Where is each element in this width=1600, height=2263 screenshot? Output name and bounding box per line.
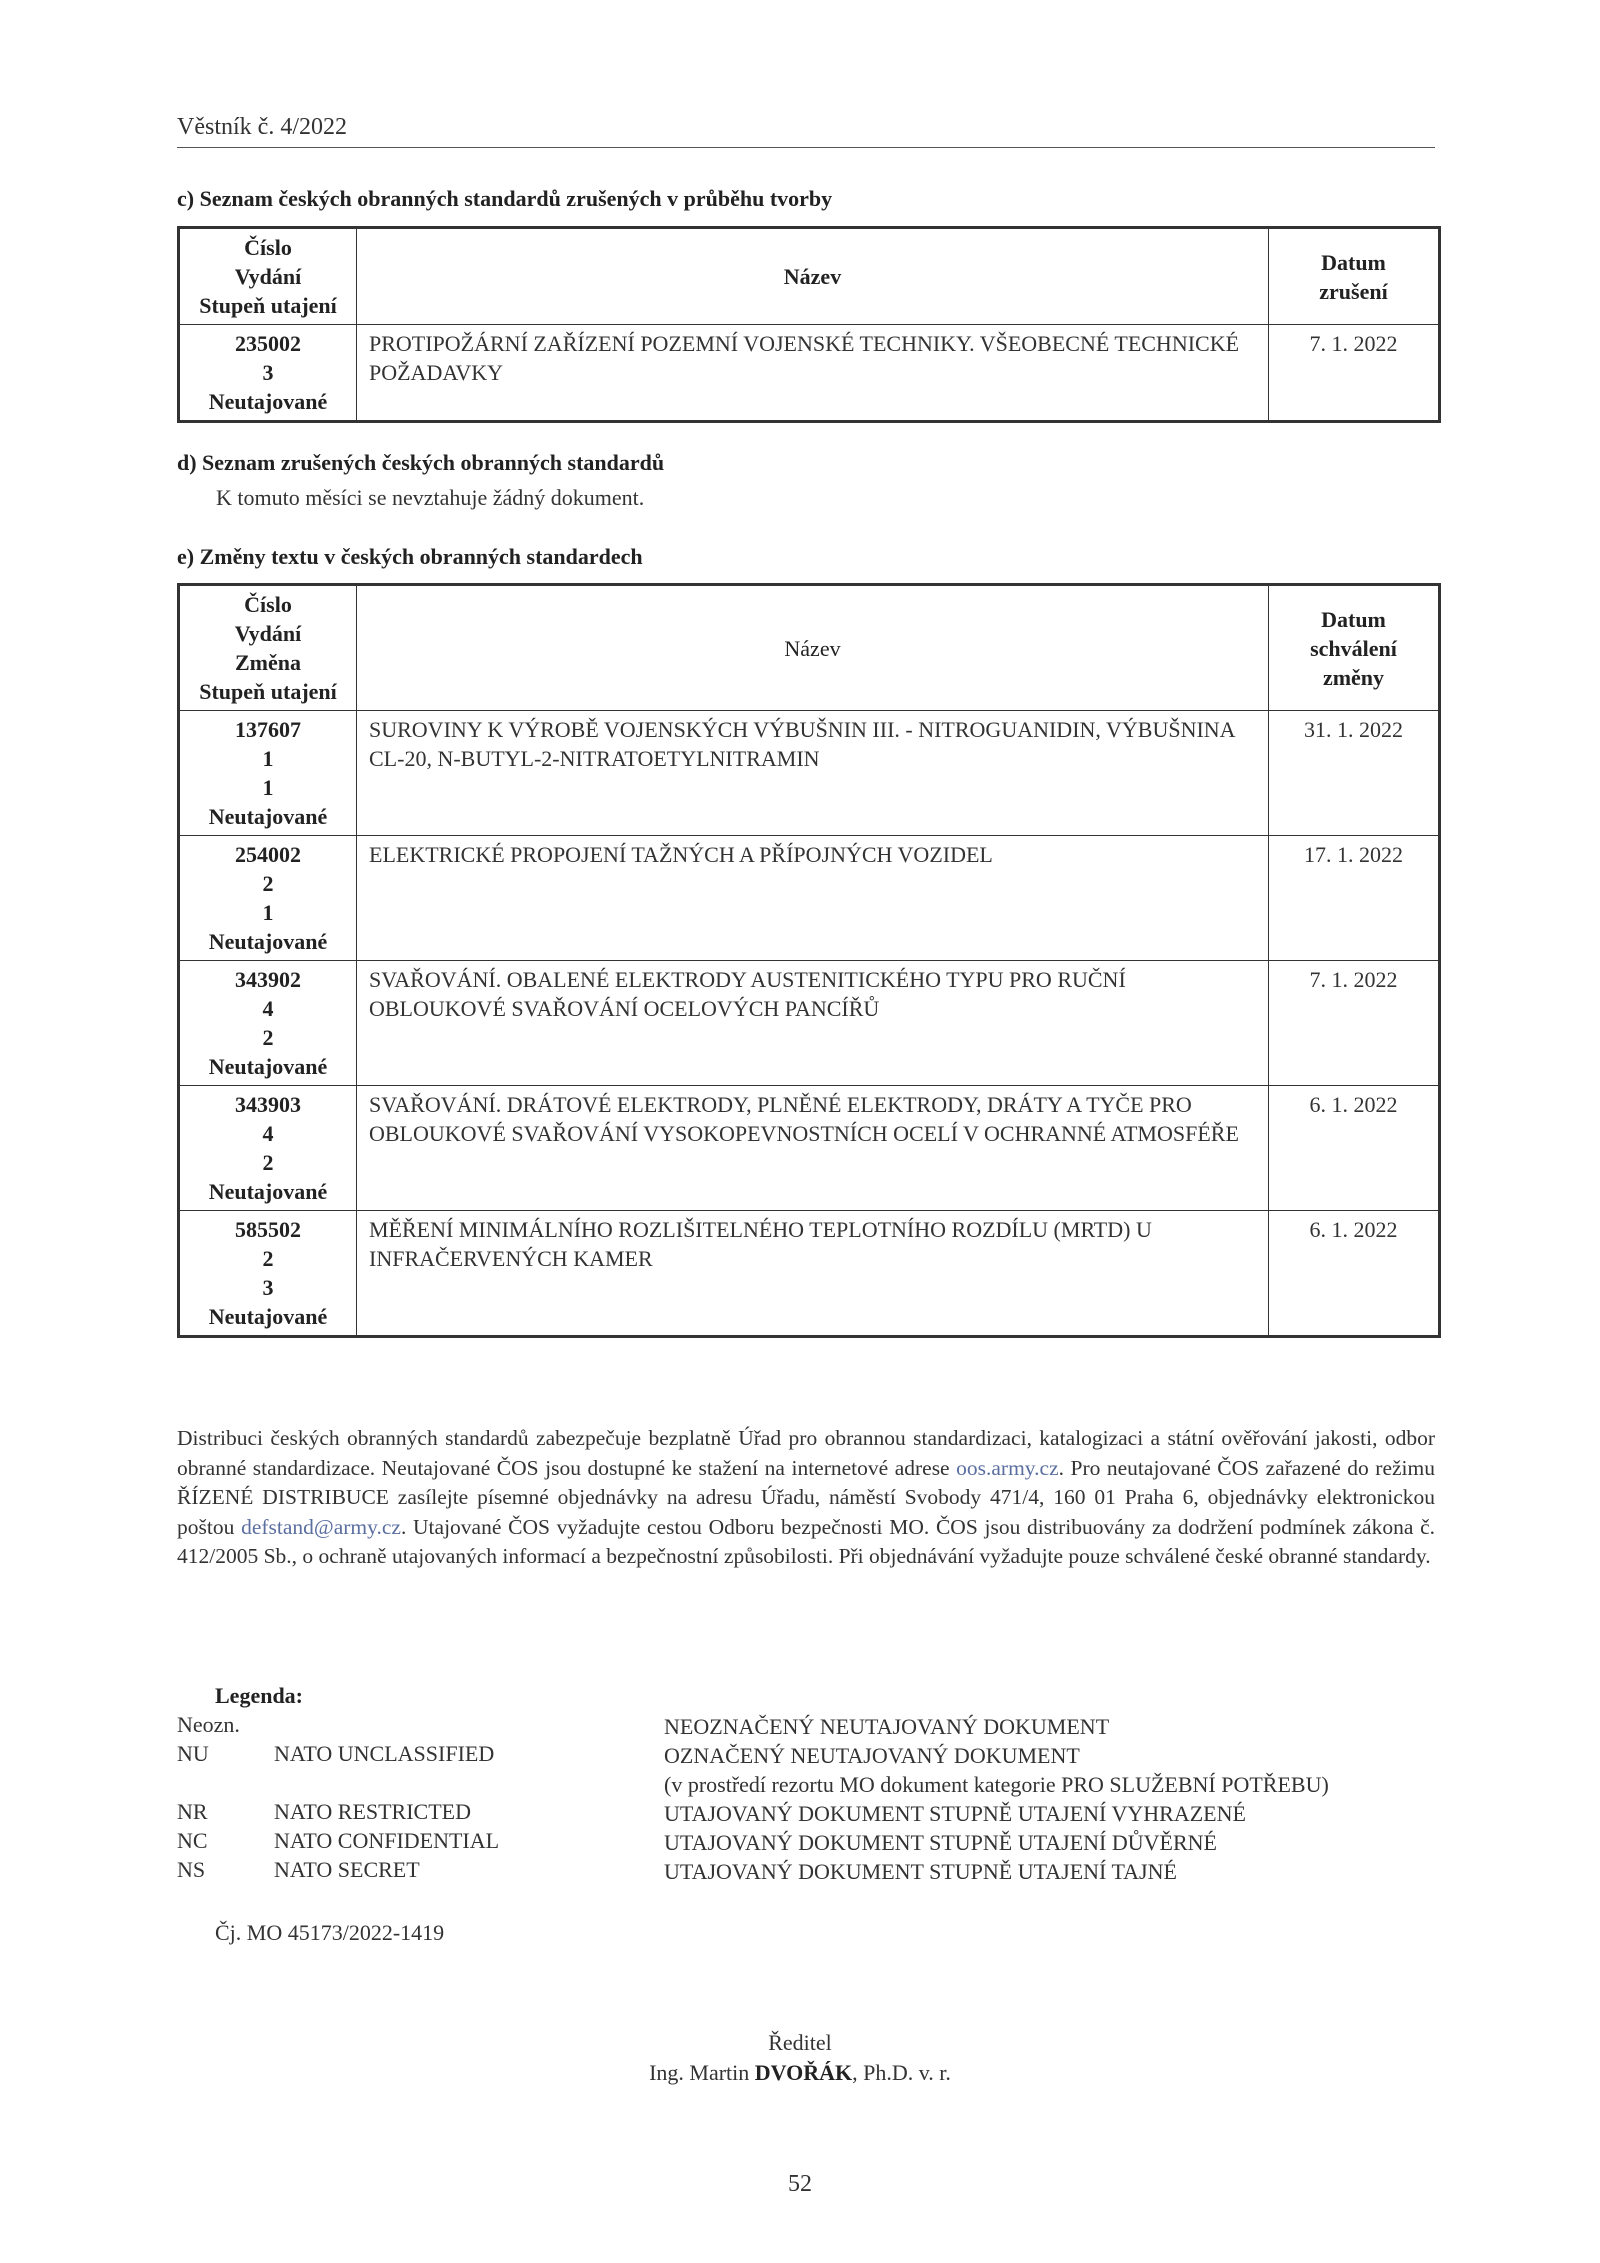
header-line: Vydání: [234, 264, 302, 289]
approval-date: 7. 1. 2022: [1269, 961, 1440, 1086]
signature-prefix: Ing. Martin: [649, 2060, 755, 2085]
legend-nato-marking: NATO UNCLASSIFIED: [274, 1741, 495, 1766]
email-link[interactable]: defstand@army.cz: [241, 1514, 401, 1539]
legend-nato-marking: NATO RESTRICTED: [274, 1799, 471, 1824]
standard-number: 235002: [235, 331, 301, 356]
approval-date: 31. 1. 2022: [1269, 711, 1440, 836]
standard-name: SUROVINY K VÝROBĚ VOJENSKÝCH VÝBUŠNIN III. - NITROGUANIDIN, VÝBUŠNINA CL-20, N-BUTYL-2-NITRATOETYLNITRAMIN: [357, 711, 1269, 836]
table-row: [179, 836, 1440, 961]
classification: Neutajované: [208, 804, 328, 829]
legend-nato-marking: NATO SECRET: [274, 1857, 420, 1882]
standard-number-cell: [179, 1211, 357, 1337]
column-header-number: [179, 228, 357, 325]
edition: 2: [262, 1246, 274, 1271]
table-header-row: [179, 585, 1440, 711]
table-row: [179, 961, 1440, 1086]
standard-number: 137607: [235, 717, 301, 742]
legend-nato-marking: NATO CONFIDENTIAL: [274, 1828, 500, 1853]
legend-description: [664, 1828, 1444, 1857]
standard-number: 254002: [235, 842, 301, 867]
standard-number-cell: [179, 961, 357, 1086]
legend-description-line: UTAJOVANÝ DOKUMENT STUPNĚ UTAJENÍ TAJNÉ: [664, 1859, 1177, 1884]
table-header-row: [179, 228, 1440, 325]
standard-number-cell: [179, 711, 357, 836]
standard-name: SVAŘOVÁNÍ. OBALENÉ ELEKTRODY AUSTENITICKÉHO TYPU PRO RUČNÍ OBLOUKOVÉ SVAŘOVÁNÍ OCELOVÝCH PANCÍŘŮ: [357, 961, 1269, 1086]
legend-abbreviation: NC: [177, 1828, 208, 1853]
column-header-date: [1269, 585, 1440, 711]
signature-suffix: , Ph.D. v. r.: [852, 2060, 951, 2085]
website-link[interactable]: oos.army.cz: [956, 1455, 1059, 1480]
header-line: Vydání: [234, 621, 302, 646]
section-d-note: K tomuto měsíci se nevztahuje žádný dokument.: [216, 485, 645, 510]
legend-abbreviation: NR: [177, 1799, 208, 1824]
distribution-text: Distribuci českých obranných standardů zabezpečuje bezplatně Úřad pro obrannou standardizaci, katalogizaci a státní ověřování jakosti, odbor obranné standardizace. Neutajované ČOS jsou dostupné ke stažení na internetové adrese: [177, 1426, 1435, 1480]
edition: 3: [262, 360, 274, 385]
legend-description-line: UTAJOVANÝ DOKUMENT STUPNĚ UTAJENÍ DŮVĚRNÉ: [664, 1830, 1217, 1855]
change: 2: [262, 1150, 274, 1175]
table-row: [179, 711, 1440, 836]
section-e-table: [177, 583, 1441, 1338]
legend-abbreviation: NS: [177, 1857, 206, 1882]
approval-date: 6. 1. 2022: [1269, 1086, 1440, 1211]
cancellation-date: 7. 1. 2022: [1269, 325, 1440, 422]
legend-description: [664, 1741, 1444, 1799]
section-e-title: e) Změny textu v českých obranných standardech: [177, 544, 643, 569]
column-header-name: Název: [357, 585, 1269, 711]
approval-date: 6. 1. 2022: [1269, 1211, 1440, 1337]
table-row: [179, 325, 1440, 422]
header-line: Číslo: [244, 235, 292, 260]
legend-title: Legenda:: [215, 1683, 303, 1708]
distribution-paragraph: [177, 1424, 1435, 1572]
page-number: 52: [788, 2171, 812, 2197]
table-row: [179, 1211, 1440, 1337]
reference-number: Čj. MO 45173/2022-1419: [215, 1920, 445, 1945]
edition: 2: [262, 871, 274, 896]
standard-number-cell: [179, 325, 357, 422]
legend-description-line: UTAJOVANÝ DOKUMENT STUPNĚ UTAJENÍ VYHRAZENÉ: [664, 1801, 1246, 1826]
legend-description: [664, 1857, 1444, 1886]
standard-number-cell: [179, 836, 357, 961]
approval-date: 17. 1. 2022: [1269, 836, 1440, 961]
standard-number: 585502: [235, 1217, 301, 1242]
change: 3: [262, 1275, 274, 1300]
column-header-number: [179, 585, 357, 711]
classification: Neutajované: [208, 1304, 328, 1329]
edition: 1: [262, 746, 274, 771]
standard-name: ELEKTRICKÉ PROPOJENÍ TAŽNÝCH A PŘÍPOJNÝCH VOZIDEL: [357, 836, 1269, 961]
legend-description: [664, 1799, 1444, 1828]
legend-description-line: NEOZNAČENÝ NEUTAJOVANÝ DOKUMENT: [664, 1714, 1110, 1739]
header-line: Stupeň utajení: [199, 679, 337, 704]
change: 1: [262, 900, 274, 925]
signature-surname: DVOŘÁK: [754, 2060, 853, 2085]
standard-name: PROTIPOŽÁRNÍ ZAŘÍZENÍ POZEMNÍ VOJENSKÉ TECHNIKY. VŠEOBECNÉ TECHNICKÉ POŽADAVKY: [357, 325, 1269, 422]
edition: 4: [262, 1121, 274, 1146]
legend-abbreviation: Neozn.: [177, 1712, 240, 1737]
distribution-text: . Utajované ČOS vyžadujte cestou Odboru bezpečnosti MO. ČOS jsou distribuovány za dodržení podmínek zákona č. 412/2005 Sb., o ochraně utajovaných informací a bezpečnostní způsobilosti. Při objednávání vyžadujte pouze schválené české obranné standardy.: [177, 1514, 1435, 1568]
edition: 4: [262, 996, 274, 1021]
header-line: změny: [1322, 664, 1385, 690]
header-line: Stupeň utajení: [199, 293, 337, 318]
legend-description-line: (v prostředí rezortu MO dokument kategorie PRO SLUŽEBNÍ POTŘEBU): [664, 1772, 1329, 1797]
standard-number: 343903: [235, 1092, 301, 1117]
section-c-table: [177, 226, 1441, 423]
header-line: schválení: [1310, 635, 1397, 661]
legend-abbreviation: NU: [177, 1741, 209, 1766]
standard-number: 343902: [235, 967, 301, 992]
change: 1: [262, 775, 274, 800]
column-header-date: [1269, 228, 1440, 325]
column-header-name: Název: [357, 228, 1269, 325]
classification: Neutajované: [208, 389, 328, 414]
header-line: Datum: [1321, 249, 1386, 275]
header-line: Datum: [1321, 606, 1386, 632]
classification: Neutajované: [208, 929, 328, 954]
signature-role: Ředitel: [768, 2030, 832, 2055]
signature-name: [0, 2060, 1600, 2086]
distribution-text: . Pro neutajované ČOS zařazené do režimu ŘÍZENÉ DISTRIBUCE zasílejte písemné objednávky na adresu Úřadu, náměstí Svobody 471/4, 160 01 Praha 6, objednávky elektronickou poštou: [177, 1455, 1436, 1539]
standard-number-cell: [179, 1086, 357, 1211]
standard-name: SVAŘOVÁNÍ. DRÁTOVÉ ELEKTRODY, PLNĚNÉ ELEKTRODY, DRÁTY A TYČE PRO OBLOUKOVÉ SVAŘOVÁNÍ VYSOKOPEVNOSTNÍCH OCELÍ V OCHRANNÉ ATMOSFÉŘE: [357, 1086, 1269, 1211]
classification: Neutajované: [208, 1054, 328, 1079]
classification: Neutajované: [208, 1179, 328, 1204]
legend-description: [664, 1712, 1444, 1741]
table-row: [179, 1086, 1440, 1211]
header-line: Změna: [235, 650, 301, 675]
running-head: Věstník č. 4/2022: [177, 114, 1435, 148]
section-c-title: c) Seznam českých obranných standardů zrušených v průběhu tvorby: [177, 186, 833, 211]
header-line: zrušení: [1319, 278, 1388, 304]
change: 2: [262, 1025, 274, 1050]
section-d-title: d) Seznam zrušených českých obranných standardů: [177, 450, 665, 475]
standard-name: MĚŘENÍ MINIMÁLNÍHO ROZLIŠITELNÉHO TEPLOTNÍHO ROZDÍLU (MRTD) U INFRAČERVENÝCH KAMER: [357, 1211, 1269, 1337]
legend-description-line: OZNAČENÝ NEUTAJOVANÝ DOKUMENT: [664, 1743, 1080, 1768]
header-line: Číslo: [244, 592, 292, 617]
